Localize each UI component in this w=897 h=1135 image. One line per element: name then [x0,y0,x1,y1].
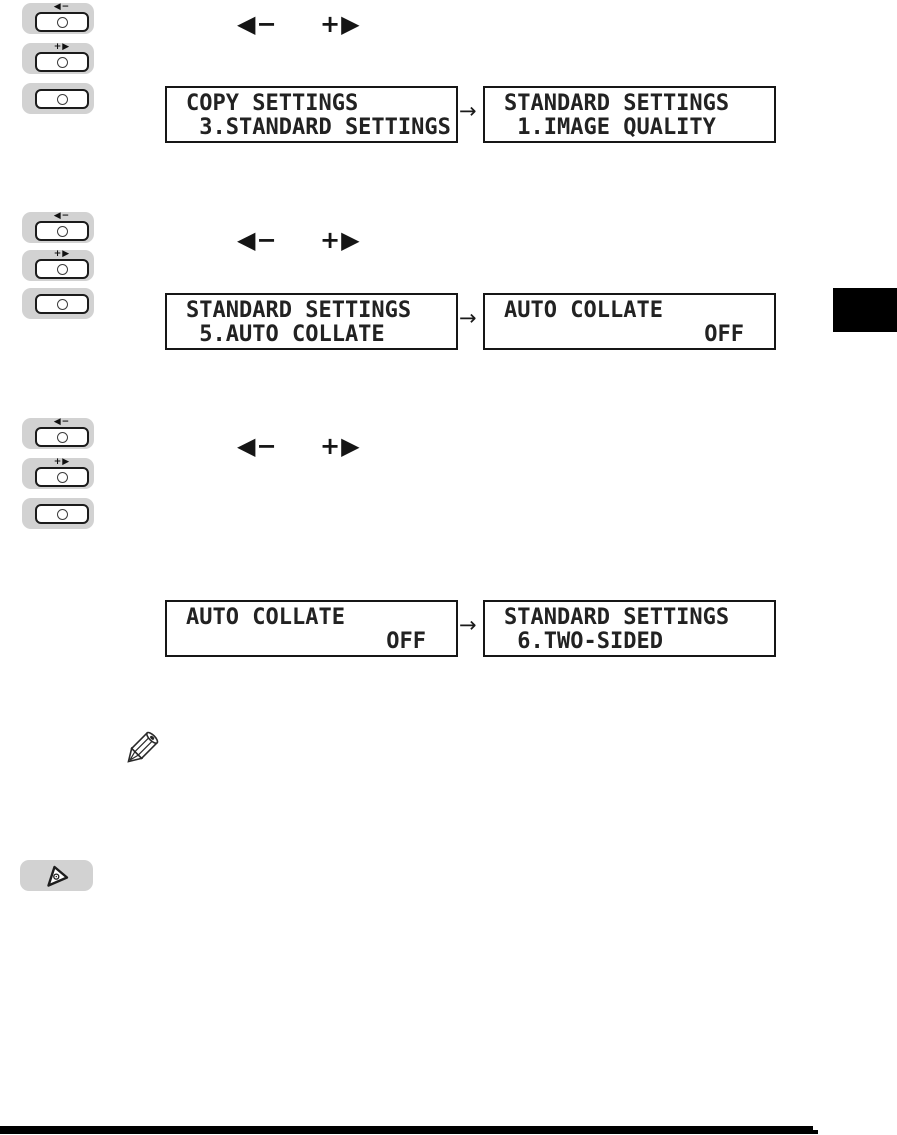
key-button [35,467,89,487]
note-pencil-icon [110,724,166,780]
back-key [22,212,94,243]
flow-arrow-icon: → [459,306,477,330]
set-key [20,860,93,891]
key-circle-icon [57,57,68,68]
key-circle-icon [57,17,68,28]
back-arrow-symbol: ◀− [237,432,278,460]
footer-rule [0,1126,813,1134]
key-button [35,259,89,279]
ok-key [22,498,94,529]
lcd-line2: 3.STANDARD SETTINGS [186,115,451,140]
lcd-line1: STANDARD SETTINGS [186,298,412,323]
key-circle-icon [57,472,68,483]
back-key [22,418,94,449]
lcd-line1: COPY SETTINGS [186,91,359,116]
lcd-line2: 6.TWO-SIDED [504,629,663,654]
back-key-label: ◀− [53,417,71,427]
key-circle-icon [57,509,68,520]
key-circle-icon [57,94,68,105]
forward-key-label: +▶ [53,42,71,52]
lcd-display-after [483,86,776,143]
ok-key [22,288,94,319]
lcd-display-before [165,600,458,657]
forward-arrow-symbol: +▶ [320,226,361,254]
flow-arrow-icon: → [459,99,477,123]
ok-key [22,83,94,114]
back-arrow-symbol: ◀− [237,10,278,38]
key-button [35,221,89,241]
key-button [35,504,89,524]
key-circle-icon [57,432,68,443]
section-tab-marker [833,288,897,332]
lcd-display-before [165,86,458,143]
lcd-line2: 1.IMAGE QUALITY [504,115,716,140]
forward-key-label: +▶ [53,457,71,467]
triangle-key-icon [39,861,73,891]
lcd-line2: 5.AUTO COLLATE [186,322,385,347]
back-arrow-symbol: ◀− [237,226,278,254]
key-button [35,52,89,72]
lcd-display-after [483,293,776,350]
key-circle-icon [57,264,68,275]
lcd-display-before [165,293,458,350]
lcd-line1: AUTO COLLATE [504,298,663,323]
lcd-line1: STANDARD SETTINGS [504,91,730,116]
key-circle-icon [57,299,68,310]
key-button [35,12,89,32]
forward-key-label: +▶ [53,249,71,259]
lcd-line1: AUTO COLLATE [186,605,345,630]
key-circle-icon [57,226,68,237]
back-key-label: ◀− [53,2,71,12]
lcd-value: OFF [386,629,426,654]
lcd-line1: STANDARD SETTINGS [504,605,730,630]
key-button [35,89,89,109]
footer-rule-notch [812,1130,818,1134]
forward-key [22,43,94,74]
lcd-value: OFF [704,322,744,347]
flow-arrow-icon: → [459,613,477,637]
back-key-label: ◀− [53,211,71,221]
key-button [35,294,89,314]
key-button [35,427,89,447]
forward-key [22,250,94,281]
back-key [22,3,94,34]
forward-arrow-symbol: +▶ [320,432,361,460]
forward-arrow-symbol: +▶ [320,10,361,38]
forward-key [22,458,94,489]
lcd-display-after [483,600,776,657]
